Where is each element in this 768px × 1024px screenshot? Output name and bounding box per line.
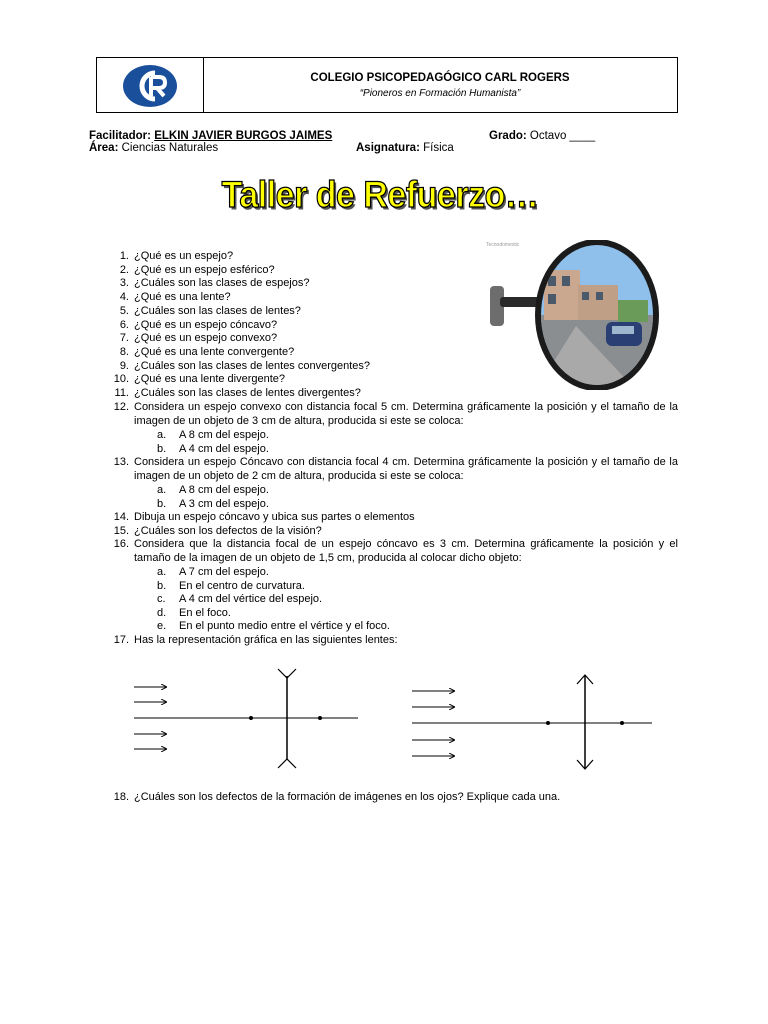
option-text: A 4 cm del vértice del espejo. [179, 593, 323, 605]
photo-watermark: Tecnodomestic [486, 242, 520, 248]
area-label: Área: [89, 142, 119, 154]
grade-label: Grado: [489, 130, 527, 142]
page-title: Taller de Refuerzo… [221, 174, 539, 216]
question-number: 18. [113, 791, 129, 803]
option-text: A 4 cm del espejo. [179, 443, 269, 455]
question-text: Considera que la distancia focal de un espejo cóncavo es 3 cm. Determina gráficamente la posición y el tamaño de la imagen de un objeto de 1,5 cm, producida al colocar dicho objeto: [134, 538, 678, 564]
option-letter: b. [157, 498, 167, 510]
question-number: 10. [113, 373, 129, 386]
option-letter: c. [157, 593, 166, 605]
question-number: 4. [119, 291, 129, 304]
facilitator-line [89, 130, 332, 142]
question-number: 13. [113, 456, 129, 468]
question-number: 15. [113, 525, 129, 537]
question-text: ¿Qué es un espejo esférico? [134, 263, 275, 276]
question-text: ¿Cuáles son los defectos de la visión? [134, 525, 322, 537]
option-letter: a. [157, 566, 167, 578]
question-text: ¿Qué es un espejo cóncavo? [134, 318, 278, 331]
question-number: 3. [119, 277, 129, 290]
question-text: ¿Qué es una lente convergente? [134, 345, 295, 358]
question-number: 2. [119, 263, 129, 276]
question-number: 8. [119, 345, 129, 358]
option-text: A 8 cm del espejo. [179, 429, 269, 441]
facilitator-label: Facilitador: [89, 130, 151, 142]
option-letter: b. [157, 443, 167, 455]
option-letter: d. [157, 607, 167, 619]
question-number: 11. [114, 387, 129, 399]
question-text: ¿Cuáles son las clases de lentes divergentes? [134, 387, 361, 399]
convex-mirror-image [486, 240, 664, 390]
question-text: ¿Qué es una lente? [134, 291, 231, 304]
question-number: 16. [113, 538, 129, 550]
school-logo-icon [121, 63, 179, 109]
grade-line [489, 130, 595, 142]
question-number: 14. [113, 511, 129, 523]
option-text: A 3 cm del espejo. [179, 498, 269, 510]
question-number: 9. [119, 359, 129, 372]
subject-value: Física [423, 142, 454, 154]
facilitator-value: ELKIN JAVIER BURGOS JAIMES [154, 130, 333, 142]
question-number: 7. [119, 332, 129, 345]
option-text: En el punto medio entre el vértice y el foco. [179, 620, 390, 632]
question-number: 12. [113, 401, 129, 413]
diverging-lens-diagram [130, 668, 362, 772]
header-box [96, 57, 678, 113]
question-number: 1. [119, 250, 129, 262]
converging-lens-diagram [408, 672, 656, 774]
question-text: ¿Qué es un espejo convexo? [134, 332, 278, 345]
school-name: COLEGIO PSICOPEDAGÓGICO CARL ROGERS [310, 72, 570, 84]
option-letter: a. [157, 484, 167, 496]
question-text: ¿Cuáles son las clases de lentes? [134, 304, 301, 317]
school-motto: “Pioneros en Formación Humanista” [359, 88, 521, 99]
area-value: Ciencias Naturales [121, 142, 219, 154]
area-line [89, 142, 218, 154]
question-number: 17. [113, 634, 129, 646]
option-text: A 8 cm del espejo. [179, 484, 269, 496]
grade-value: Octavo ____ [529, 130, 596, 142]
option-text: A 7 cm del espejo. [179, 566, 269, 578]
question-text: ¿Cuáles son las clases de espejos? [134, 277, 310, 290]
subject-line [356, 142, 454, 154]
question-text: Considera un espejo convexo con distancia focal 5 cm. Determina gráficamente la posición y el tamaño de la imagen de un objeto de 3 cm de altura, producida si este se coloca: [134, 401, 678, 427]
question-text: Dibuja un espejo cóncavo y ubica sus partes o elementos [134, 511, 415, 523]
subject-label: Asignatura: [356, 142, 420, 154]
logo-cell [97, 58, 204, 112]
question-text: Considera un espejo Cóncavo con distancia focal 4 cm. Determina gráficamente la posición y el tamaño de la imagen de un objeto de 2 cm de altura, producida si este se coloca: [134, 456, 678, 482]
option-letter: b. [157, 580, 167, 592]
question-text: ¿Qué es un espejo? [134, 250, 234, 262]
option-letter: e. [157, 620, 167, 632]
question-number: 5. [119, 304, 129, 317]
option-text: En el centro de curvatura. [179, 580, 305, 592]
option-text: En el foco. [179, 607, 231, 619]
question-number: 6. [119, 318, 129, 331]
option-letter: a. [157, 429, 167, 441]
question-text: Has la representación gráfica en las siguientes lentes: [134, 634, 398, 646]
question-text: ¿Cuáles son las clases de lentes convergentes? [134, 359, 371, 372]
question-text: ¿Qué es una lente divergente? [134, 373, 286, 386]
question-text: ¿Cuáles son los defectos de la formación de imágenes en los ojos? Explique cada una. [134, 791, 561, 803]
